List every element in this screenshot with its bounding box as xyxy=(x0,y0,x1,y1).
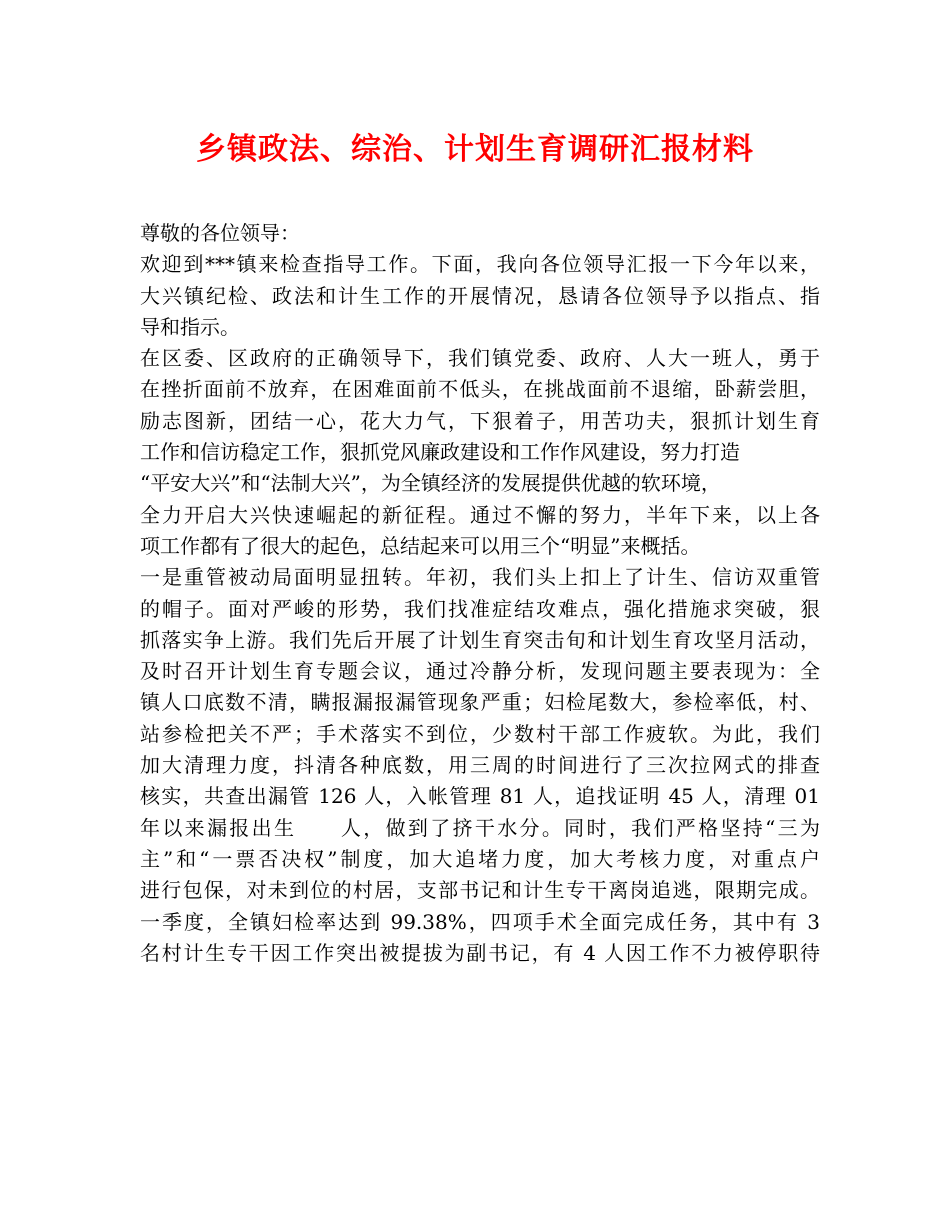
paragraph-line: 导和指示。 xyxy=(140,314,240,339)
paragraph-line: 一是重管被动局面明显扭转。年初，我们头上扣上了计生、信访双重管 xyxy=(140,565,820,590)
paragraph-line: 核实，共查出漏管 126 人，入帐管理 81 人，追找证明 45 人，清理 01 xyxy=(140,784,820,809)
paragraph-line: 抓落实争上游。我们先后开展了计划生育突击旬和计划生育攻坚月活动， xyxy=(140,627,820,652)
paragraph-line: 欢迎到***镇来检查指导工作。下面，我向各位领导汇报一下今年以来， xyxy=(140,252,820,277)
paragraph-line: 工作和信访稳定工作，狠抓党风廉政建设和工作作风建设，努力打造 xyxy=(140,440,740,465)
paragraph-line: 进行包保，对未到位的村居，支部书记和计生专干离岗追逃，限期完成。 xyxy=(140,878,820,903)
paragraph-line: “平安大兴”和“法制大兴”，为全镇经济的发展提供优越的软环境， xyxy=(140,471,721,496)
paragraph-line: 站参检把关不严；手术落实不到位，少数村干部工作疲软。为此，我们 xyxy=(140,721,820,746)
paragraph-line: 在区委、区政府的正确领导下，我们镇党委、政府、人大一班人，勇于 xyxy=(140,346,820,371)
paragraph-line: 在挫折面前不放弃，在困难面前不低头，在挑战面前不退缩，卧薪尝胆， xyxy=(140,377,820,402)
paragraph-line: 名村计生专干因工作突出被提拔为副书记，有 4 人因工作不力被停职待 xyxy=(140,940,820,965)
paragraph-line: 项工作都有了很大的起色，总结起来可以用三个“明显”来概括。 xyxy=(140,533,701,558)
paragraph-line: 大兴镇纪检、政法和计生工作的开展情况，恳请各位领导予以指点、指 xyxy=(140,283,820,308)
salutation-line: 尊敬的各位领导： xyxy=(140,221,300,245)
paragraph-line: 一季度，全镇妇检率达到 99.38%，四项手术全面完成任务，其中有 3 xyxy=(140,909,820,934)
paragraph-line: 加大清理力度，抖清各种底数，用三周的时间进行了三次拉网式的排查 xyxy=(140,753,820,778)
paragraph-line: 镇人口底数不清，瞒报漏报漏管现象严重；妇检尾数大，参检率低，村、 xyxy=(140,690,820,715)
paragraph-line: 年以来漏报出生 人，做到了挤干水分。同时，我们严格坚持“三为 xyxy=(140,815,820,840)
document-body xyxy=(140,218,820,969)
paragraph-line: 励志图新，团结一心，花大力气，下狠着子，用苦功夫，狠抓计划生育 xyxy=(140,408,820,433)
paragraph-line: 全力开启大兴快速崛起的新征程。通过不懈的努力，半年下来，以上各 xyxy=(140,502,820,527)
paragraph-line: 及时召开计划生育专题会议，通过冷静分析，发现问题主要表现为：全 xyxy=(140,659,820,684)
document-title: 乡镇政法、综治、计划生育调研汇报材料 xyxy=(196,132,754,167)
paragraph-line: 主”和“一票否决权”制度，加大追堵力度，加大考核力度，对重点户 xyxy=(140,846,820,871)
paragraph-line: 的帽子。面对严峻的形势，我们找准症结攻难点，强化措施求突破，狠 xyxy=(140,596,820,621)
